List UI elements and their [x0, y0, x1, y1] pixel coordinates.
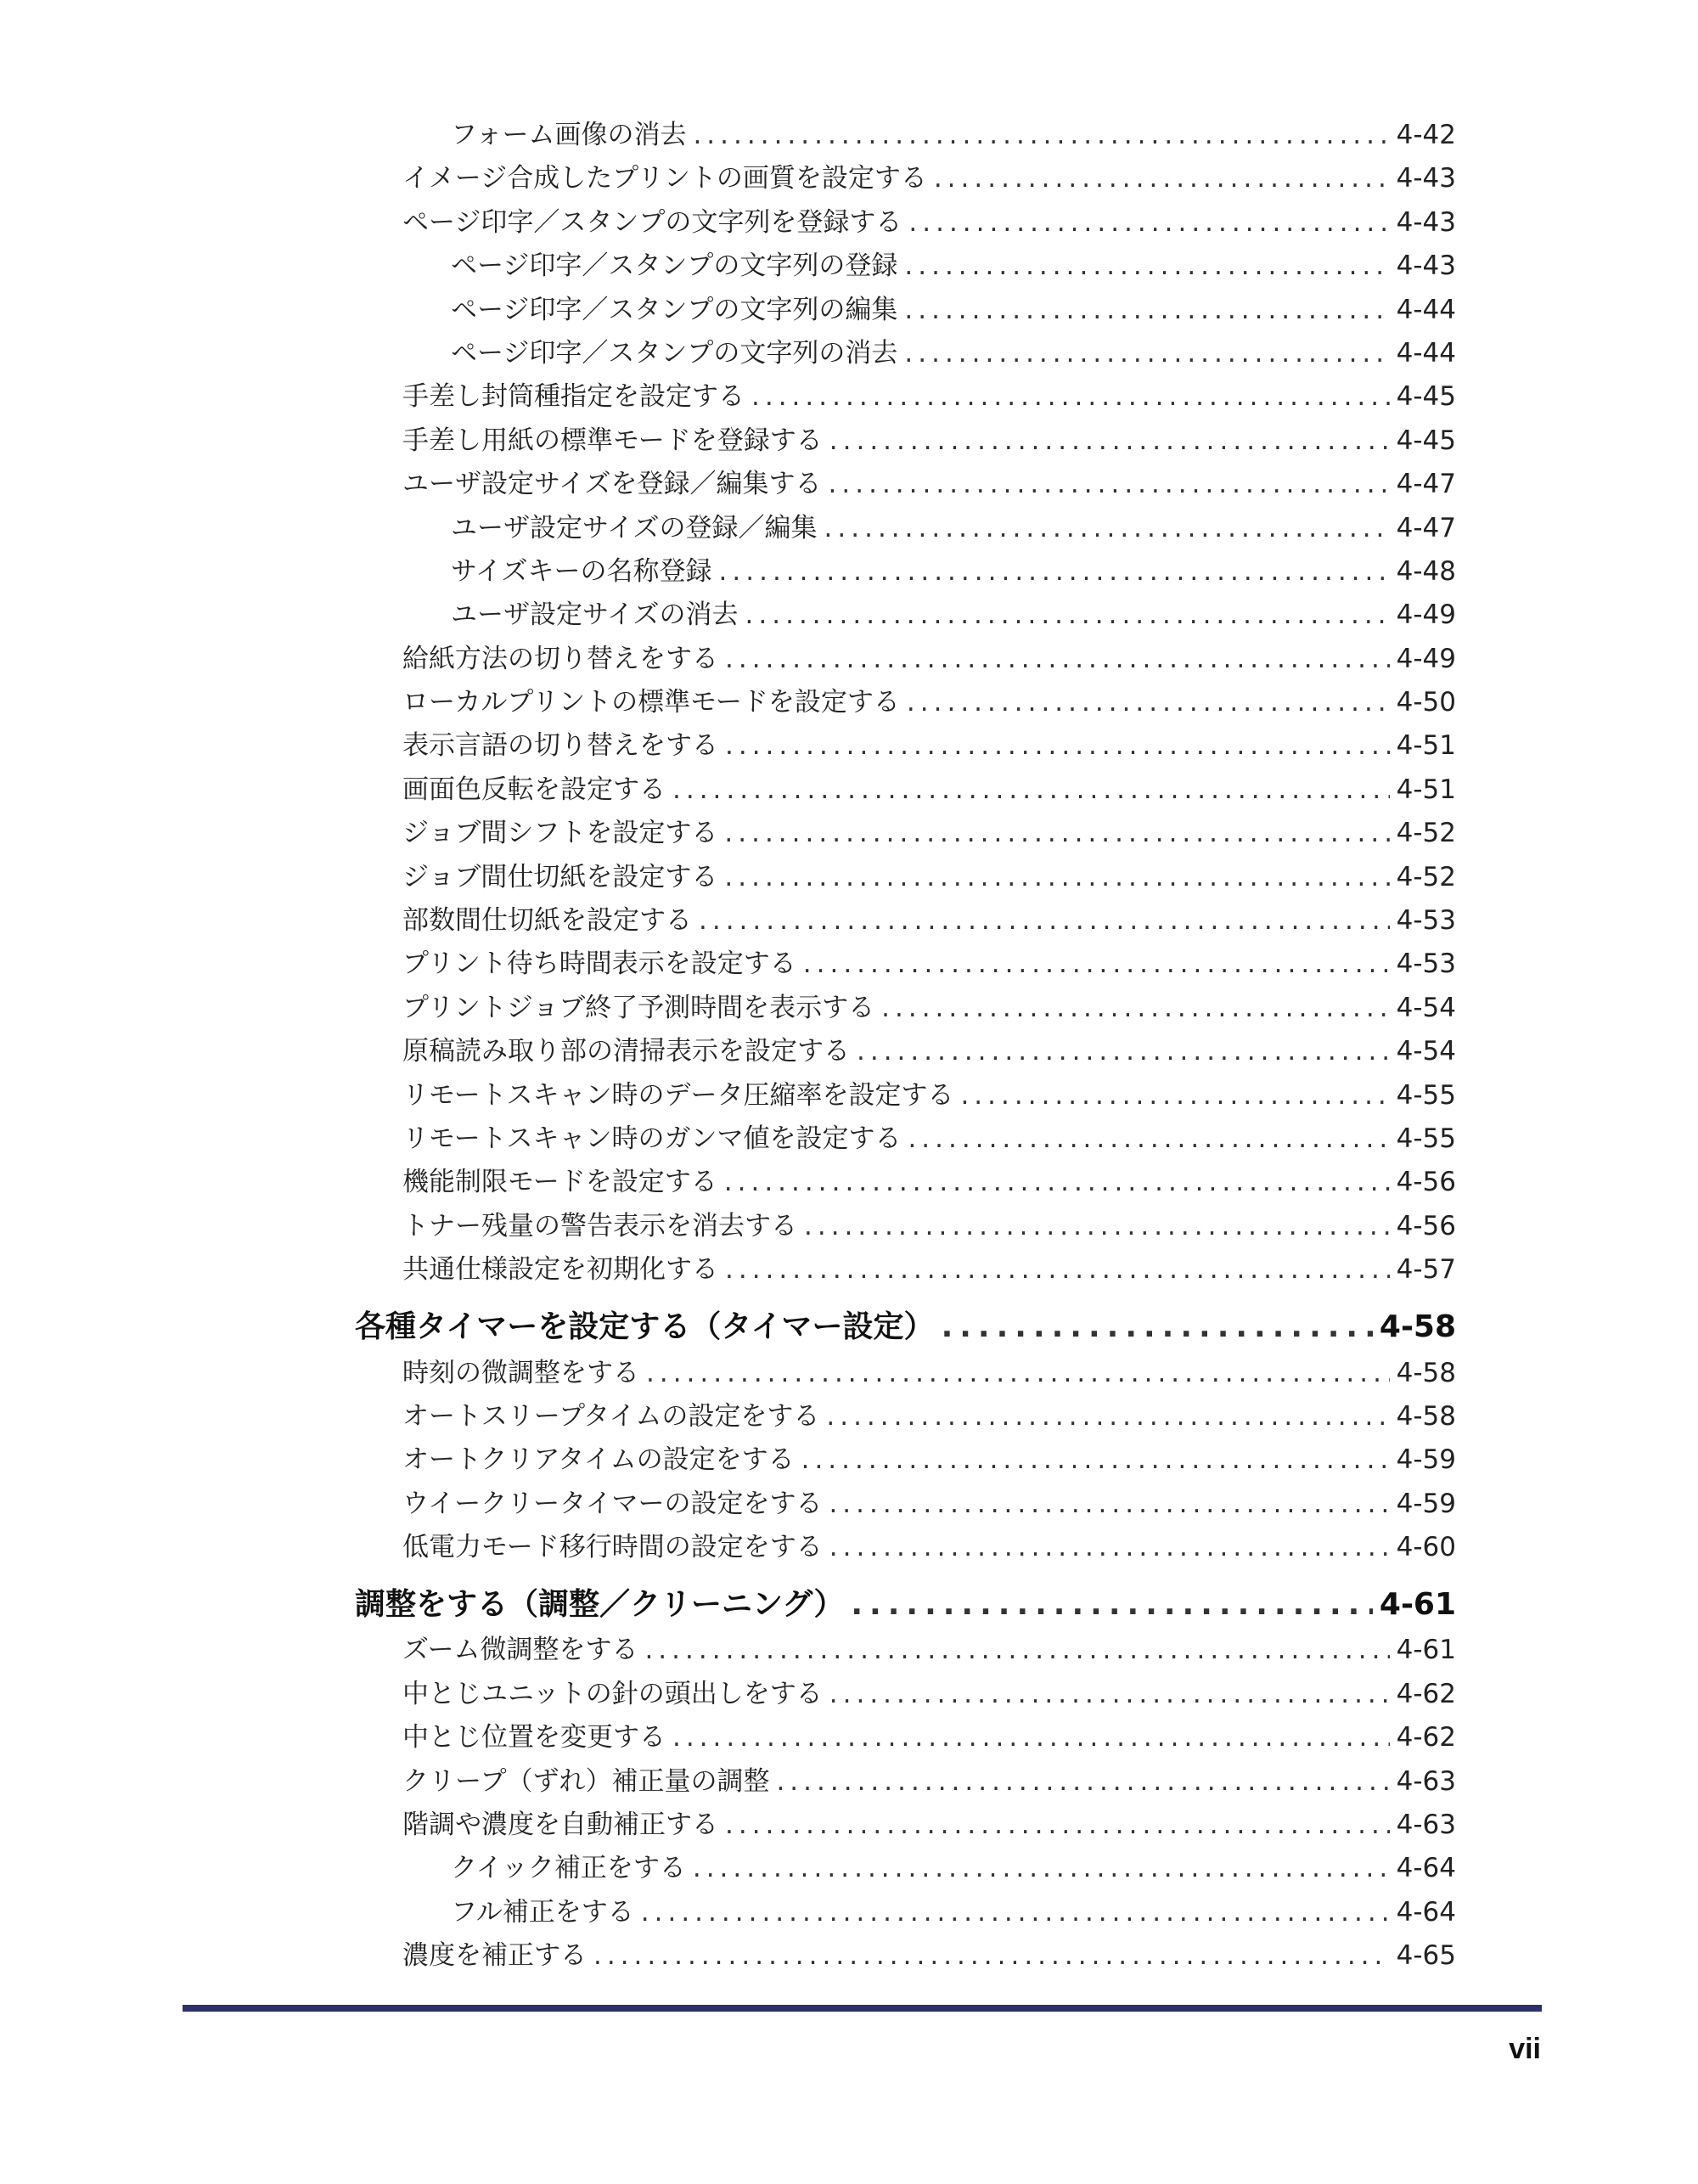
toc-entry-title: ページ印字／スタンプの文字列の消去 — [451, 337, 898, 369]
dot-leader — [644, 1629, 1389, 1672]
toc-entry[interactable] — [355, 1395, 1456, 1438]
dot-leader — [672, 768, 1390, 812]
dot-leader — [829, 1673, 1390, 1716]
dot-leader — [803, 943, 1390, 986]
toc-entry-title: 時刻の微調整をする — [402, 1357, 639, 1388]
toc-entry[interactable] — [355, 1716, 1456, 1759]
toc-entry[interactable] — [355, 1630, 1456, 1673]
toc-entry[interactable] — [355, 594, 1456, 637]
toc-entry-title: ウイークリータイマーの設定をする — [402, 1488, 823, 1519]
toc-entry[interactable] — [355, 1804, 1456, 1847]
toc-entry[interactable] — [355, 332, 1456, 375]
toc-entry-title: ページ印字／スタンプの文字列の編集 — [451, 294, 898, 325]
toc-entry-title: トナー残量の警告表示を消去する — [402, 1210, 797, 1241]
toc-entry-page: 4-56 — [1396, 1167, 1456, 1198]
toc-entry-page: 4-59 — [1396, 1488, 1456, 1519]
toc-entry-page: 4-63 — [1396, 1810, 1456, 1841]
toc-entry-page: 4-53 — [1396, 948, 1456, 980]
toc-entry-title: ユーザ設定サイズを登録／編集する — [402, 469, 822, 500]
dot-leader — [672, 1716, 1390, 1759]
toc-entry[interactable] — [355, 1205, 1456, 1248]
toc-entry-page: 4-43 — [1396, 250, 1456, 282]
toc-entry-page: 4-64 — [1396, 1853, 1456, 1884]
toc-entry[interactable] — [355, 1074, 1456, 1117]
toc-entry-title: 中とじユニットの針の頭出しをする — [402, 1678, 823, 1709]
dot-leader — [829, 419, 1390, 463]
dot-leader — [829, 1526, 1390, 1569]
toc-entry-page: 4-59 — [1396, 1444, 1456, 1476]
dot-leader — [908, 1117, 1389, 1161]
toc-entry-title: ローカルプリントの標準モードを設定する — [402, 687, 900, 718]
toc-entry-title: 濃度を補正する — [402, 1940, 587, 1972]
dot-leader — [829, 463, 1390, 506]
toc-entry[interactable] — [355, 289, 1456, 332]
toc-entry-page: 4-58 — [1379, 1309, 1456, 1344]
toc-entry-title: 中とじ位置を変更する — [402, 1722, 666, 1753]
toc-entry-page: 4-65 — [1396, 1940, 1456, 1972]
toc-entry[interactable] — [355, 157, 1456, 200]
toc-entry-page: 4-58 — [1396, 1357, 1456, 1388]
toc-entry[interactable] — [355, 1526, 1456, 1569]
dot-leader — [907, 681, 1390, 724]
dot-leader — [725, 724, 1390, 768]
toc-entry[interactable] — [355, 1117, 1456, 1161]
toc-entry-page: 4-51 — [1396, 774, 1456, 805]
toc-entry-page: 4-64 — [1396, 1896, 1456, 1928]
toc-entry-title: ジョブ間シフトを設定する — [402, 818, 718, 849]
toc-entry-page: 4-58 — [1396, 1400, 1456, 1432]
dot-leader — [725, 1248, 1390, 1292]
toc-entry-title: クイック補正をする — [451, 1853, 686, 1884]
toc-entry[interactable] — [355, 1438, 1456, 1482]
toc-entry[interactable] — [355, 1030, 1456, 1073]
toc-entry-title: 表示言語の切り替えをする — [402, 730, 718, 762]
toc-entry[interactable] — [355, 1161, 1456, 1204]
dot-leader — [724, 1161, 1390, 1204]
toc-entry[interactable] — [355, 1760, 1456, 1804]
toc-entry-page: 4-44 — [1396, 294, 1456, 325]
toc-entry-page: 4-56 — [1396, 1210, 1456, 1241]
toc-entry[interactable] — [355, 245, 1456, 288]
toc-entry-title: 画面色反転を設定する — [402, 774, 666, 805]
dot-leader — [725, 1804, 1390, 1847]
toc-entry-page: 4-60 — [1396, 1532, 1456, 1563]
toc-entry-page: 4-42 — [1396, 119, 1456, 150]
toc-entry-title: イメージ合成したプリントの画質を設定する — [402, 163, 927, 194]
dot-leader — [960, 1074, 1389, 1117]
dot-leader — [804, 1205, 1390, 1248]
dot-leader — [724, 812, 1389, 855]
toc-entry[interactable] — [355, 1673, 1456, 1716]
toc-entry-page: 4-63 — [1396, 1765, 1456, 1797]
toc-entry-title: 手差し用紙の標準モードを登録する — [402, 425, 823, 456]
toc-entry[interactable] — [355, 463, 1456, 506]
toc-section-heading[interactable] — [355, 1303, 1456, 1352]
toc-entry-page: 4-52 — [1396, 861, 1456, 892]
toc-entry-page: 4-62 — [1396, 1722, 1456, 1753]
dot-leader — [699, 899, 1390, 943]
dot-leader — [851, 1580, 1373, 1630]
dot-leader — [693, 114, 1389, 157]
dot-leader — [934, 157, 1390, 200]
toc-entry-title: オートスリープタイムの設定をする — [402, 1400, 820, 1432]
toc-entry-page: 4-49 — [1396, 599, 1456, 631]
toc-entry-page: 4-53 — [1396, 905, 1456, 937]
toc-entry-title: 機能制限モードを設定する — [402, 1167, 717, 1198]
toc-entry[interactable] — [355, 1891, 1456, 1934]
toc-section-heading[interactable] — [355, 1580, 1456, 1630]
dot-leader — [829, 1483, 1389, 1526]
toc-entry-page: 4-52 — [1396, 818, 1456, 849]
toc-entry[interactable] — [355, 681, 1456, 724]
dot-leader — [942, 1303, 1373, 1352]
toc-entry-page: 4-62 — [1396, 1678, 1456, 1709]
toc-entry-title: プリントジョブ終了予測時間を表示する — [402, 992, 875, 1023]
toc-entry-title: ページ印字／スタンプの文字列を登録する — [402, 206, 902, 238]
dot-leader — [724, 856, 1389, 899]
dot-leader — [904, 245, 1389, 288]
toc-entry-title: クリープ（ずれ）補正量の調整 — [402, 1765, 770, 1797]
dot-leader — [641, 1891, 1390, 1934]
toc-entry-title: 部数間仕切紙を設定する — [402, 905, 692, 937]
toc-entry-page: 4-57 — [1396, 1254, 1456, 1286]
table-of-contents — [355, 114, 1456, 1979]
toc-entry-title: 給紙方法の切り替えをする — [402, 643, 718, 674]
dot-leader — [745, 594, 1390, 637]
toc-entry-title: ユーザ設定サイズの登録／編集 — [451, 512, 818, 543]
dot-leader — [857, 1030, 1390, 1073]
toc-entry[interactable] — [355, 1483, 1456, 1526]
toc-entry-title: オートクリアタイムの設定をする — [402, 1444, 795, 1476]
toc-entry-title: サイズキーの名称登録 — [451, 555, 712, 587]
toc-entry[interactable] — [355, 1847, 1456, 1890]
toc-entry[interactable] — [355, 899, 1456, 943]
toc-entry[interactable] — [355, 768, 1456, 812]
dot-leader — [826, 1395, 1389, 1438]
toc-entry-page: 4-45 — [1396, 425, 1456, 456]
toc-entry-page: 4-54 — [1396, 992, 1456, 1023]
toc-entry-page: 4-51 — [1396, 730, 1456, 762]
toc-entry[interactable] — [355, 1934, 1456, 1978]
toc-entry-title: 各種タイマーを設定する（タイマー設定） — [355, 1309, 935, 1344]
toc-entry-page: 4-54 — [1396, 1036, 1456, 1067]
dot-leader — [908, 201, 1389, 245]
toc-entry-page: 4-44 — [1396, 337, 1456, 369]
toc-entry-title: ページ印字／スタンプの文字列の登録 — [451, 250, 898, 282]
toc-entry-page: 4-61 — [1396, 1635, 1456, 1666]
toc-entry-page: 4-48 — [1396, 555, 1456, 587]
toc-entry[interactable] — [355, 1352, 1456, 1395]
dot-leader — [824, 507, 1390, 550]
toc-entry-page: 4-47 — [1396, 469, 1456, 500]
dot-leader — [725, 638, 1390, 681]
toc-entry-page: 4-61 — [1379, 1586, 1456, 1622]
toc-entry-title: 階調や濃度を自動補正する — [402, 1810, 718, 1841]
toc-entry-title: 原稿読み取り部の清掃表示を設定する — [402, 1036, 850, 1067]
dot-leader — [776, 1760, 1389, 1804]
toc-entry[interactable] — [355, 507, 1456, 550]
toc-entry-title: リモートスキャン時のガンマ値を設定する — [402, 1123, 902, 1154]
toc-entry-title: フル補正をする — [451, 1896, 634, 1928]
toc-entry-page: 4-50 — [1396, 687, 1456, 718]
dot-leader — [881, 987, 1390, 1030]
toc-entry[interactable] — [355, 724, 1456, 768]
toc-entry-title: ユーザ設定サイズの消去 — [451, 599, 739, 631]
toc-entry-title: ジョブ間仕切紙を設定する — [402, 861, 718, 892]
toc-entry[interactable] — [355, 943, 1456, 986]
toc-entry-title: 手差し封筒種指定を設定する — [402, 381, 745, 413]
toc-entry[interactable] — [355, 812, 1456, 855]
dot-leader — [801, 1438, 1390, 1482]
toc-entry-title: フォーム画像の消去 — [451, 119, 687, 150]
toc-entry[interactable] — [355, 114, 1456, 157]
toc-entry[interactable] — [355, 1248, 1456, 1292]
toc-entry[interactable] — [355, 550, 1456, 594]
toc-entry[interactable] — [355, 856, 1456, 899]
toc-entry-title: プリント待ち時間表示を設定する — [402, 948, 796, 980]
toc-entry[interactable] — [355, 987, 1456, 1030]
toc-entry-title: 低電力モード移行時間の設定をする — [402, 1532, 823, 1563]
toc-entry[interactable] — [355, 419, 1456, 463]
dot-leader — [646, 1352, 1390, 1395]
dot-leader — [904, 289, 1389, 332]
dot-leader — [904, 332, 1389, 375]
toc-entry-page: 4-43 — [1396, 163, 1456, 194]
toc-entry-title: ズーム微調整をする — [402, 1635, 638, 1666]
dot-leader — [719, 550, 1390, 594]
toc-entry-page: 4-43 — [1396, 206, 1456, 238]
dot-leader — [593, 1934, 1390, 1978]
toc-entry[interactable] — [355, 201, 1456, 245]
toc-entry-title: 調整をする（調整／クリーニング） — [355, 1586, 845, 1622]
toc-entry-page: 4-55 — [1396, 1079, 1456, 1111]
toc-entry-page: 4-47 — [1396, 512, 1456, 543]
toc-entry-page: 4-55 — [1396, 1123, 1456, 1154]
toc-entry-title: 共通仕様設定を初期化する — [402, 1254, 718, 1286]
dot-leader — [751, 375, 1390, 419]
footer-rule — [183, 2005, 1542, 2012]
toc-entry[interactable] — [355, 638, 1456, 681]
toc-entry-title: リモートスキャン時のデータ圧縮率を設定する — [402, 1079, 954, 1111]
toc-entry-page: 4-45 — [1396, 381, 1456, 413]
toc-entry-page: 4-49 — [1396, 643, 1456, 674]
dot-leader — [693, 1847, 1390, 1890]
page-number: vii — [1509, 2033, 1541, 2065]
toc-entry[interactable] — [355, 375, 1456, 419]
